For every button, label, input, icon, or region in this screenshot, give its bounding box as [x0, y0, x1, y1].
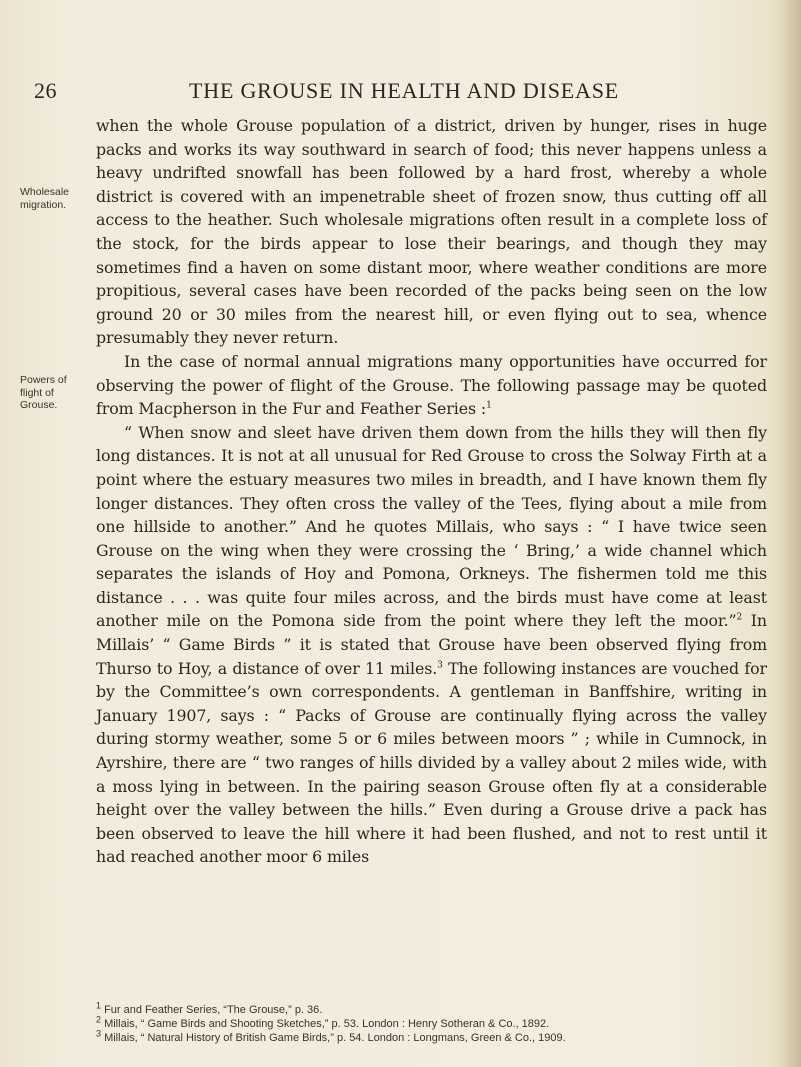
footnote — [96, 1028, 776, 1045]
footnote-text: Fur and Feather Series, “The Grouse,” p. 36. — [104, 1004, 323, 1016]
page-number: 26 — [34, 78, 57, 103]
footnote-number: 3 — [96, 1028, 102, 1039]
margin-note-wholesale-migration: Wholesale migration. — [20, 186, 70, 211]
paragraph-1: when the whole Grouse population of a district, driven by hunger, rises in huge packs and works its way southward in search of food; this never happens unless a heavy undrifted snowfall has been followed by a hard frost, whereby a whole district is covered with an impenetrable sheet of frozen snow, thus cutting off all access to the heather. Such wholesale migrations often result in a complete loss of the stock, for the birds appear to lose their bearings, and though they may sometimes find a haven on some distant moor, where weather conditions are more propitious, several cases have been recorded of the packs being seen on the low ground 20 or 30 miles from the nearest hill, or even flying out to sea, whence presumably they never return. — [96, 116, 767, 348]
footnote-text: Millais, “ Game Birds and Shooting Sketches,” p. 53. London : Henry Sotheran & Co., 1892. — [104, 1018, 550, 1030]
paragraph-3-text-b: In Millais’ “ Game Birds ” it is stated that Grouse have been observed flying from Thurso to Hoy, a distance of over 11 miles. — [96, 611, 768, 678]
paragraph-3-text-c: The following instances are vouched for by the Committee’s own correspondents. A gentleman in Banffshire, writing in January 1907, says : “ Packs of Grouse are continually flying across the valley during stormy weather, some 5 or 6 miles between moors ” ; while in Cumnock, in Ayrshire, there are “ two ranges of hills divided by a valley about 2 miles wide, with a moss lying in between. In the pairing season Grouse often fly at a considerable height over the valley between the hills.” Even during a Grouse drive a pack has been observed to leave the hill where it had been flushed, and not to rest until it had reached another moor 6 miles — [96, 658, 767, 867]
footnote — [96, 1000, 776, 1017]
footnote — [96, 1014, 776, 1031]
body-text — [96, 114, 767, 869]
footnotes — [96, 1000, 776, 1045]
paragraph-3 — [96, 421, 767, 869]
footnote-number: 1 — [96, 1000, 102, 1011]
running-title: THE GROUSE IN HEALTH AND DISEASE — [189, 78, 619, 103]
footnote-ref-3: 3 — [437, 660, 443, 671]
paragraph-2-text: In the case of normal annual migrations many opportunities have occurred for observing the power of flight of the Grouse. The following passage may be quoted from Macpherson in the Fur and Feather Series : — [96, 351, 767, 419]
margin-note-powers-of-flight: Powers of flight of Grouse. — [20, 374, 67, 411]
page-header — [34, 78, 754, 108]
footnote-number: 2 — [96, 1014, 102, 1025]
page-edge-shadow — [783, 0, 801, 1067]
footnote-text: Millais, “ Natural History of British Game Birds,” p. 54. London : Longmans, Green & Co., 1909. — [104, 1032, 566, 1044]
footnote-ref-1: 1 — [486, 400, 492, 411]
footnote-ref-2: 2 — [736, 613, 743, 624]
paragraph-2 — [96, 350, 767, 421]
paragraph-3-text-a: “ When snow and sleet have driven them down from the hills they will then fly long distances. It is not at all unusual for Red Grouse to cross the Solway Firth at a point where the estuary measures two miles in breadth, and I have known them fly longer distances. They often cross the valley of the Tees, flying about a mile from one hillside to another.” And he quotes Millais, who says : “ I have twice seen Grouse on the wing when they were crossing the ‘ Bring,’ a wide channel which separates the islands of Hoy and Pomona, Orkneys. The fishermen told me this distance . . . was quite four miles across, and the birds must have come at least another mile on the Pomona side from the point where they left the moor.” — [96, 422, 767, 631]
